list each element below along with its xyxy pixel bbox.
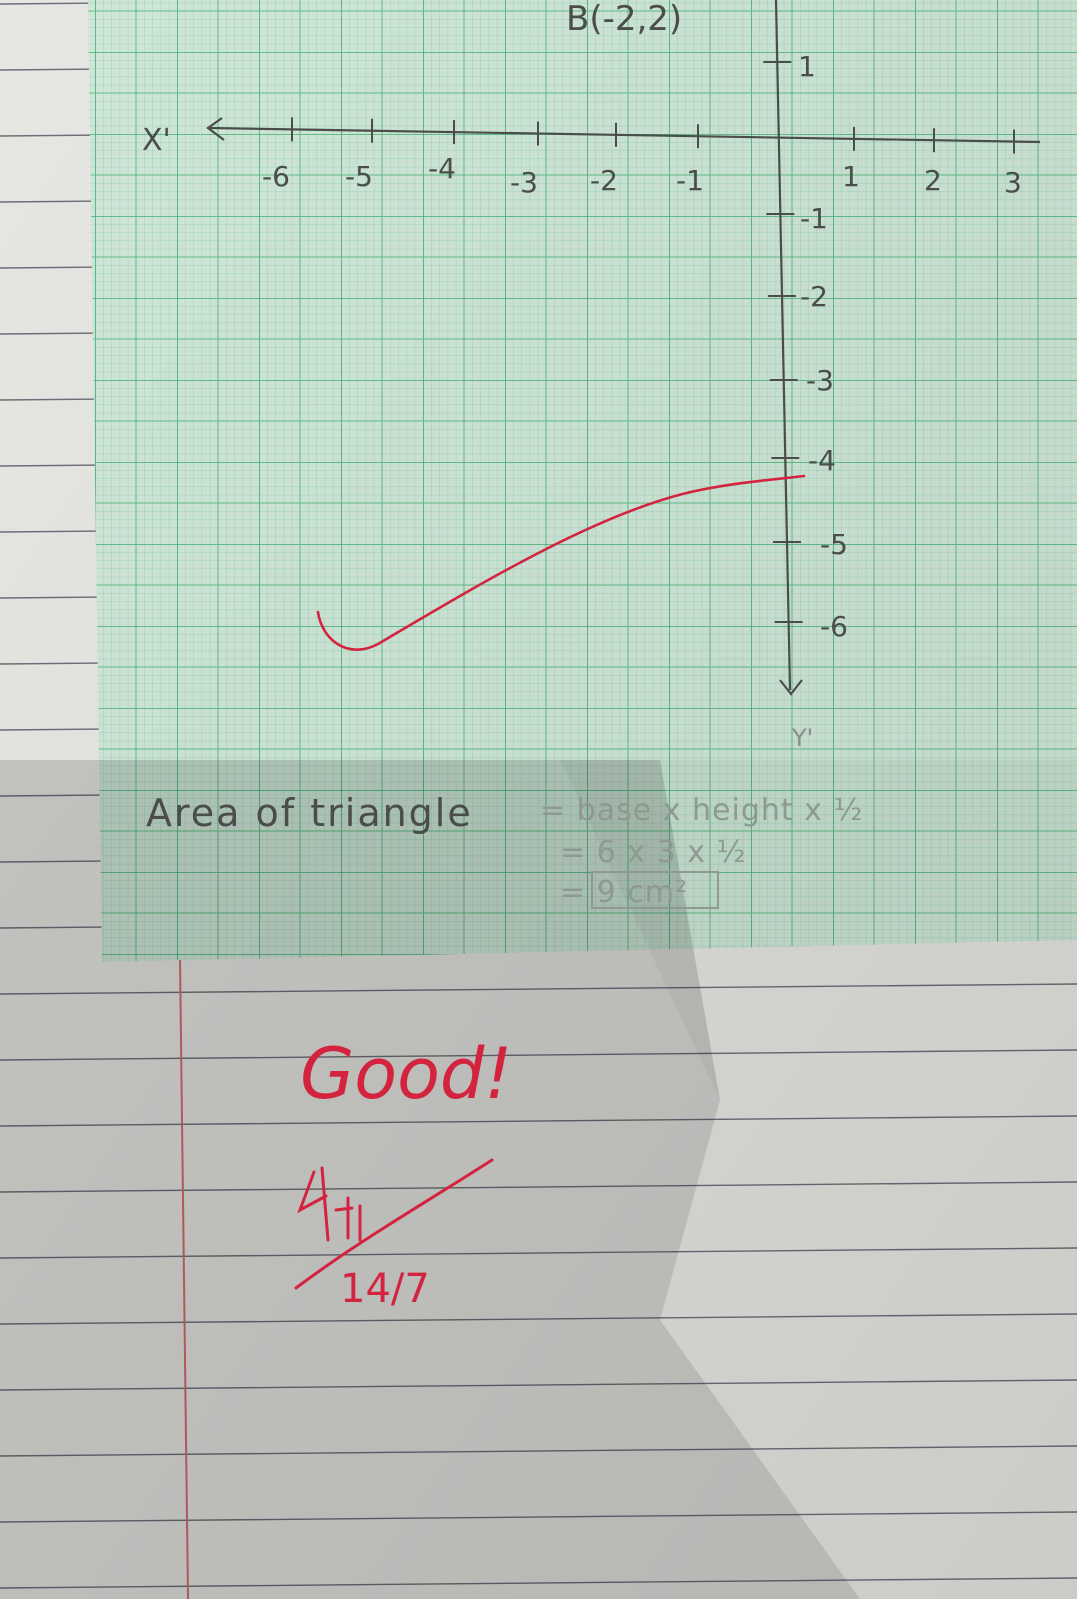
working-line1-formula: = base x height x ½ xyxy=(540,793,864,828)
x-tick-label-neg1: -1 xyxy=(676,164,704,197)
y-tick-label-neg5: -5 xyxy=(820,528,848,561)
x-tick-label-neg3: -3 xyxy=(510,166,538,199)
x-tick-label-1: 1 xyxy=(842,160,860,193)
teacher-comment: Good! xyxy=(300,1033,513,1115)
x-axis-label: X' xyxy=(142,123,171,158)
y-axis-label: Y' xyxy=(792,724,814,752)
x-tick-label-3: 3 xyxy=(1004,166,1022,199)
x-tick-label-2: 2 xyxy=(924,164,942,197)
working-line2: = 6 x 3 x ½ xyxy=(560,835,747,870)
y-tick-label-1: 1 xyxy=(798,50,816,83)
y-tick-label-neg6: -6 xyxy=(820,610,848,643)
working-line3: = 9 cm² xyxy=(560,875,689,910)
y-tick-label-neg2: -2 xyxy=(800,280,828,313)
x-tick-label-neg5: -5 xyxy=(345,160,373,193)
y-tick-label-neg3: -3 xyxy=(806,364,834,397)
working-line1-prefix: Area of triangle xyxy=(146,791,473,835)
point-label: B(-2,2) xyxy=(566,0,683,39)
x-tick-label-neg6: -6 xyxy=(262,160,290,193)
y-tick-label-neg4: -4 xyxy=(808,444,836,477)
x-tick-label-neg4: -4 xyxy=(428,152,456,185)
x-tick-label-neg2: -2 xyxy=(590,164,618,197)
teacher-date: 14/7 xyxy=(340,1266,430,1312)
y-tick-label-neg1: -1 xyxy=(800,202,828,235)
